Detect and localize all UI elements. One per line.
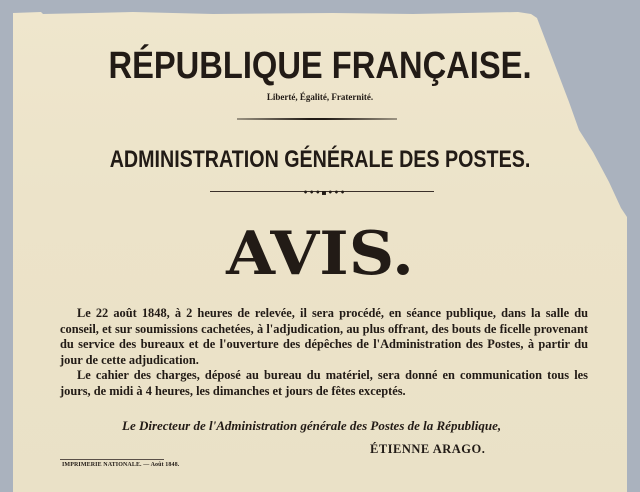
divider-rule	[237, 118, 397, 120]
notice-paragraph: Le cahier des charges, déposé au bureau du matériel, sera donné en communication tous les jours, de midi à 4 heures, les dimanches et jours de fêtes exceptés.	[60, 368, 588, 398]
printer-rule	[60, 459, 164, 460]
notice-heading: AVIS.	[226, 219, 414, 289]
printer-imprint: IMPRIMERIE NATIONALE. — Août 1848.	[62, 462, 180, 468]
notice-paragraph: Le 22 août 1848, à 2 heures de relevée, il sera procédé, en séance publique, dans la salle du conseil, et sur soumissions cachetées, à l'adjudication, au plus offrant, des bouts de ficelle provenant du service des bureaux et de l'ouverture des dépêches de l'Administration des Postes, à partir du jour de cette adjudication.	[60, 306, 588, 367]
poster-motto: Liberté, Égalité, Fraternité.	[266, 92, 374, 102]
signatory-name: ÉTIENNE ARAGO.	[370, 442, 486, 456]
signature-line: Le Directeur de l'Administration générale des Postes de la République,	[122, 418, 502, 433]
ornament-icon: •••▪•••	[303, 187, 347, 197]
poster-title: RÉPUBLIQUE FRANÇAISE.	[108, 45, 532, 87]
poster-subtitle: ADMINISTRATION GÉNÉRALE DES POSTES.	[109, 146, 531, 173]
notice-body	[60, 306, 588, 400]
